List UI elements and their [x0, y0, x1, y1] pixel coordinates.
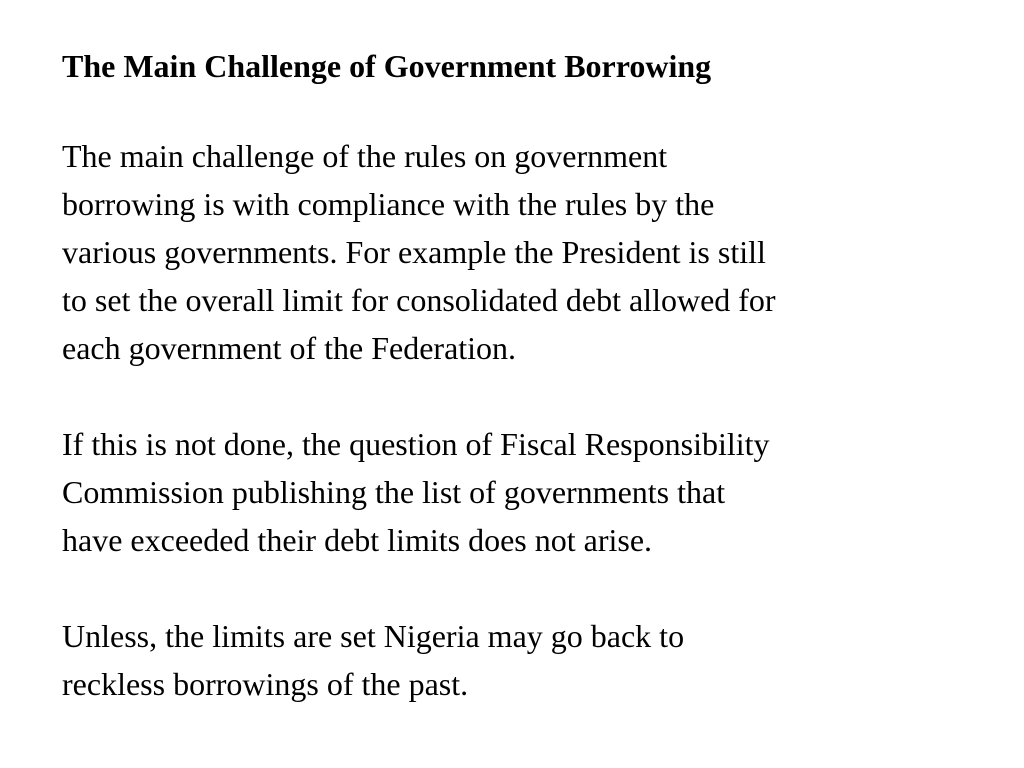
- paragraph-line: Commission publishing the list of governments that: [62, 474, 726, 510]
- slide-title: The Main Challenge of Government Borrowing: [62, 48, 712, 84]
- paragraph-line: If this is not done, the question of Fiscal Responsibility: [62, 426, 770, 462]
- paragraph-compliance-challenge: [62, 132, 962, 372]
- paragraph-line: The main challenge of the rules on government: [62, 138, 668, 174]
- paragraph-line: to set the overall limit for consolidated debt allowed for: [62, 282, 776, 318]
- paragraph-line: each government of the Federation.: [62, 330, 517, 366]
- paragraph-line: Unless, the limits are set Nigeria may go back to: [62, 618, 685, 654]
- paragraph-commission-list: [62, 420, 962, 564]
- paragraph-line: various governments. For example the President is still: [62, 234, 766, 270]
- slide: [62, 44, 962, 756]
- paragraph-line: have exceeded their debt limits does not arise.: [62, 522, 653, 558]
- paragraph-line: borrowing is with compliance with the rules by the: [62, 186, 715, 222]
- paragraph-reckless-borrowing: [62, 612, 962, 708]
- paragraph-line: reckless borrowings of the past.: [62, 666, 469, 702]
